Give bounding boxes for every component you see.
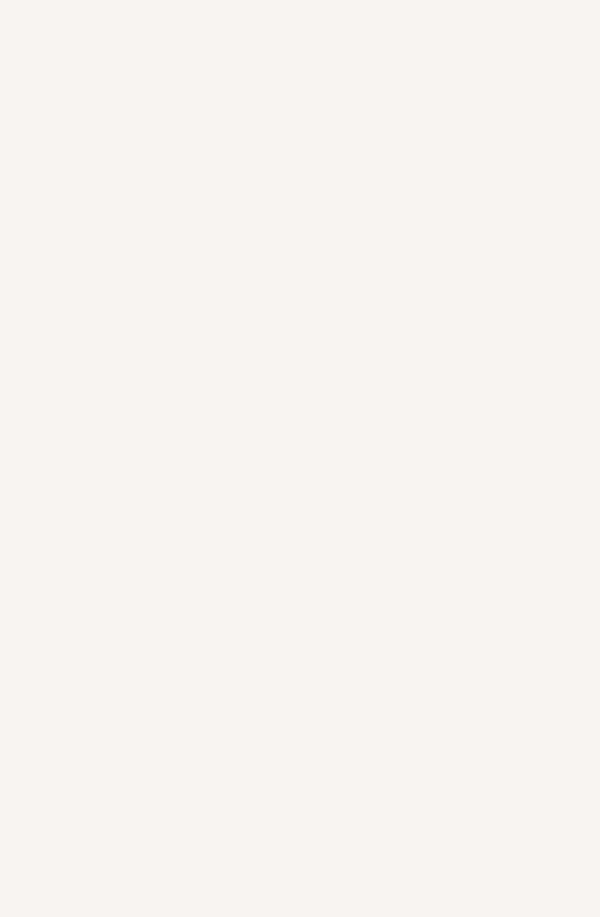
running-header [0,34,600,54]
equation-4-15-63 [32,224,556,248]
equation-4-15-62 [32,172,556,196]
